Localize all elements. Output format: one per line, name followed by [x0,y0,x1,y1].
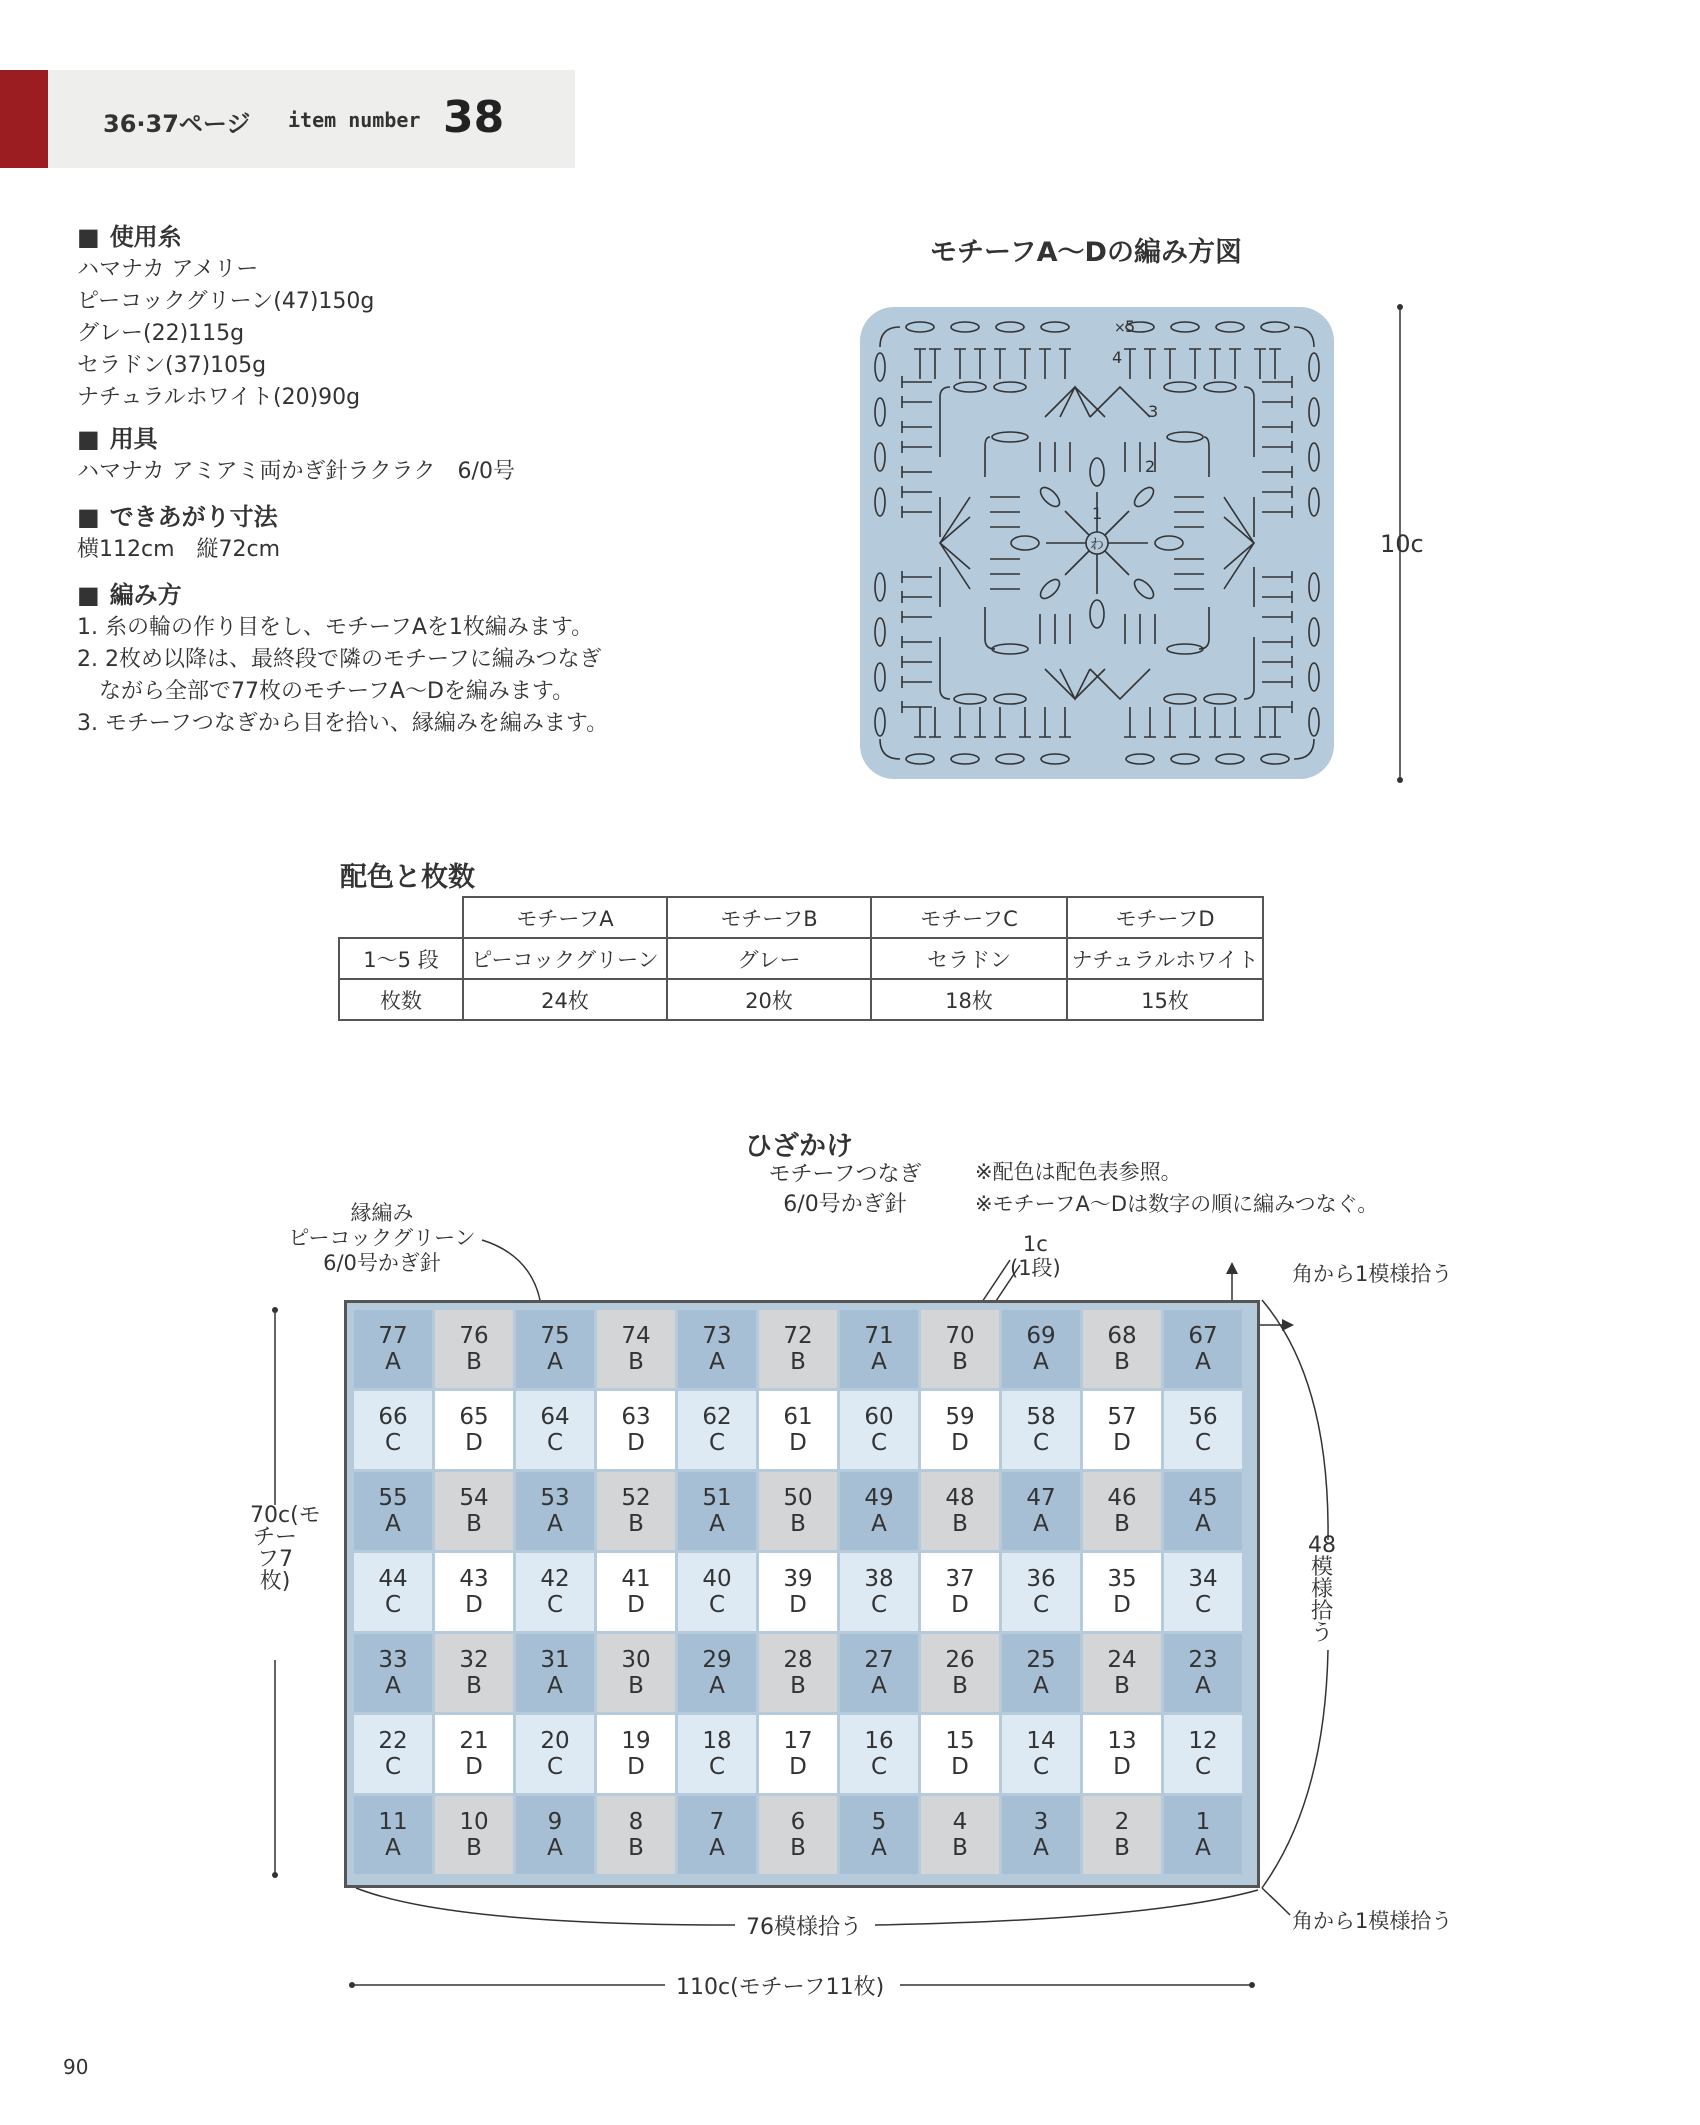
motif-cell [678,1634,756,1712]
motif-type: A [385,1835,401,1861]
motif-type: A [1033,1349,1049,1375]
motif-number: 50 [783,1485,813,1511]
motif-number: 3 [1033,1809,1049,1835]
motif-cell [354,1472,432,1550]
motif-cell [516,1796,594,1874]
motif-number: 24 [1107,1647,1137,1673]
motif-cell [921,1391,999,1469]
edge-label-line: 縁編み [350,1201,414,1225]
motif-number: 26 [945,1647,975,1673]
motif-cell [1164,1796,1242,1874]
motif-cell [1002,1310,1080,1388]
motif-type: A [385,1511,401,1537]
motif-type: D [627,1592,645,1618]
motif-type: A [709,1511,725,1537]
motif-cell [1164,1553,1242,1631]
motif-type: D [465,1430,483,1456]
motif-number: 30 [621,1647,651,1673]
table-cell: 20枚 [667,979,871,1020]
motif-type: A [547,1673,563,1699]
item-number: 38 [443,92,505,143]
motif-cell [1002,1391,1080,1469]
motif-cell [1083,1634,1161,1712]
motif-number: 14 [1026,1728,1056,1754]
table-cell: セラドン [871,938,1067,979]
table-cell: 24枚 [463,979,667,1020]
motif-type: C [546,1592,564,1618]
motif-cell [597,1472,675,1550]
blanket-subtitle-line: 6/0号かぎ針 [783,1192,907,1217]
motif-type: C [1032,1430,1050,1456]
motif-number: 39 [783,1566,813,1592]
motif-type: C [1194,1592,1212,1618]
motif-cell [678,1472,756,1550]
motif-type: D [1113,1754,1131,1780]
motif-number: 6 [790,1809,806,1835]
motif-cell [354,1310,432,1388]
motif-type: B [628,1673,644,1699]
motif-cell [597,1715,675,1793]
motif-type: C [708,1592,726,1618]
motif-cell [759,1310,837,1388]
motif-number: 52 [621,1485,651,1511]
motif-number: 60 [864,1404,894,1430]
motif-type: B [466,1673,482,1699]
motif-number: 18 [702,1728,732,1754]
motif-type: A [547,1835,563,1861]
motif-number: 76 [459,1323,489,1349]
motif-type: B [952,1673,968,1699]
motif-number: 36 [1026,1566,1056,1592]
motif-number: 75 [540,1323,570,1349]
motif-type: C [708,1430,726,1456]
motif-type: A [709,1673,725,1699]
corner-pickup-top: 角から1模様拾う [1292,1262,1453,1286]
side-pickup-label: 48模様拾う [1308,1533,1336,1646]
motif-cell [597,1310,675,1388]
motif-type: B [952,1349,968,1375]
motif-number: 56 [1188,1404,1218,1430]
motif-type: B [790,1349,806,1375]
motif-type: A [1195,1835,1211,1861]
motif-type: D [951,1754,969,1780]
motif-cell [678,1715,756,1793]
motif-cell [678,1553,756,1631]
motif-cell [1164,1472,1242,1550]
motif-cell [516,1634,594,1712]
motif-cell [516,1472,594,1550]
motif-cell [516,1715,594,1793]
motif-cell [921,1553,999,1631]
size-line: 横112cm 縦72cm [77,537,281,562]
motif-type: A [385,1673,401,1699]
motif-number: 49 [864,1485,894,1511]
item-number-label: item number [288,108,421,132]
motif-type: B [628,1511,644,1537]
motif-number: 54 [459,1485,489,1511]
motif-number: 66 [378,1404,408,1430]
table-row-label: 枚数 [339,979,463,1020]
motif-number: 63 [621,1404,651,1430]
motif-number: 32 [459,1647,489,1673]
motif-number: 46 [1107,1485,1137,1511]
motif-cell [597,1553,675,1631]
motif-type: B [1114,1349,1130,1375]
table-cell: グレー [667,938,871,979]
motif-type: B [790,1673,806,1699]
motif-cell [759,1715,837,1793]
motif-cell [597,1634,675,1712]
motif-type: B [466,1511,482,1537]
motif-number: 38 [864,1566,894,1592]
motif-layout-grid [354,1310,1242,1874]
motif-number: 45 [1188,1485,1218,1511]
motif-cell [435,1472,513,1550]
blanket-title: ひざかけ [745,1131,853,1162]
table-cell: 15枚 [1067,979,1263,1020]
border-width-line: (1段) [1010,1256,1061,1280]
motif-number: 35 [1107,1566,1137,1592]
border-width-line: 1c [1022,1232,1048,1256]
table-header-cell: モチーフD [1067,897,1263,938]
motif-type: A [547,1349,563,1375]
blanket-width-label: 110c(モチーフ11枚) [670,1970,890,2001]
yarn-line: ハマナカ アメリー [77,257,259,282]
motif-type: B [466,1835,482,1861]
motif-type: C [384,1430,402,1456]
motif-number: 16 [864,1728,894,1754]
motif-type: C [384,1592,402,1618]
motif-cell [1002,1472,1080,1550]
motif-cell [759,1796,837,1874]
motif-cell [597,1796,675,1874]
motif-cell [840,1391,918,1469]
motif-number: 51 [702,1485,732,1511]
motif-type: C [1032,1754,1050,1780]
motif-cell [678,1310,756,1388]
note-line: ※配色は配色表参照。 [975,1160,1182,1184]
motif-type: D [951,1592,969,1618]
motif-type: A [385,1349,401,1375]
motif-type: D [789,1754,807,1780]
motif-number: 8 [628,1809,644,1835]
motif-cell [1083,1796,1161,1874]
motif-type: B [1114,1673,1130,1699]
motif-type: B [1114,1835,1130,1861]
motif-number: 13 [1107,1728,1137,1754]
motif-cell [1083,1310,1161,1388]
method-line: 1. 糸の輪の作り目をし、モチーフAを1枚編みます。 [77,615,594,640]
motif-cell [1002,1715,1080,1793]
round-label: 4 [1112,348,1123,367]
motif-number: 58 [1026,1404,1056,1430]
motif-number: 31 [540,1647,570,1673]
motif-cell [435,1391,513,1469]
round-label: 2 [1145,457,1156,476]
motif-cell [354,1796,432,1874]
motif-number: 53 [540,1485,570,1511]
table-cell: ピーコックグリーン [463,938,667,979]
motif-cell [678,1391,756,1469]
motif-number: 48 [945,1485,975,1511]
page-reference: 36·37ページ [103,110,251,138]
motif-type: C [870,1430,888,1456]
tools-heading: ■ 用具 [77,422,515,456]
motif-type: C [546,1754,564,1780]
ring-label: わ [1090,537,1104,553]
motif-cell [921,1634,999,1712]
motif-number: 37 [945,1566,975,1592]
motif-number: 73 [702,1323,732,1349]
motif-type: B [628,1349,644,1375]
motif-cell [597,1391,675,1469]
motif-number: 29 [702,1647,732,1673]
motif-type: C [708,1754,726,1780]
motif-number: 44 [378,1566,408,1592]
motif-number: 47 [1026,1485,1056,1511]
motif-cell [921,1310,999,1388]
motif-cell [1083,1391,1161,1469]
motif-type: D [627,1754,645,1780]
motif-cell [759,1553,837,1631]
motif-cell [759,1391,837,1469]
motif-number: 20 [540,1728,570,1754]
table-row-label: 1〜5 段 [339,938,463,979]
motif-cell [435,1796,513,1874]
motif-type: B [628,1835,644,1861]
motif-cell [1002,1796,1080,1874]
motif-type: A [1033,1511,1049,1537]
motif-number: 22 [378,1728,408,1754]
motif-cell [921,1472,999,1550]
corner-pickup-bottom: 角から1模様拾う [1292,1909,1453,1933]
yarn-heading: ■ 使用糸 [77,220,374,254]
motif-cell [921,1796,999,1874]
motif-type: A [871,1511,887,1537]
motif-type: B [466,1349,482,1375]
motif-number: 43 [459,1566,489,1592]
motif-number: 69 [1026,1323,1056,1349]
size-heading: ■ できあがり寸法 [77,500,280,534]
motif-type: A [1033,1835,1049,1861]
motif-type: A [547,1511,563,1537]
motif-cell [921,1715,999,1793]
motif-cell [1083,1715,1161,1793]
yarn-line: グレー(22)115g [77,321,245,346]
motif-type: C [1032,1592,1050,1618]
motif-type: D [789,1592,807,1618]
edge-label-line: 6/0号かぎ針 [323,1251,441,1275]
yarn-line: ピーコックグリーン(47)150g [77,289,375,314]
blanket-height-label: 70c(モチーフ7枚) [250,1503,321,1594]
motif-number: 27 [864,1647,894,1673]
table-header-cell: モチーフB [667,897,871,938]
method-line: 2. 2枚め以降は、最終段で隣のモチーフに編みつなぎ [77,647,602,672]
motif-type: A [871,1349,887,1375]
motif-cell [840,1472,918,1550]
table-header-cell: モチーフA [463,897,667,938]
motif-number: 68 [1107,1323,1137,1349]
motif-cell [840,1796,918,1874]
motif-number: 1 [1195,1809,1211,1835]
motif-type: A [871,1673,887,1699]
motif-number: 25 [1026,1647,1056,1673]
motif-cell [516,1391,594,1469]
motif-number: 7 [709,1809,725,1835]
motif-number: 42 [540,1566,570,1592]
motif-number: 9 [547,1809,563,1835]
motif-number: 12 [1188,1728,1218,1754]
motif-cell [840,1553,918,1631]
motif-cell [435,1634,513,1712]
motif-type: B [952,1835,968,1861]
motif-type: C [384,1754,402,1780]
yarn-line: セラドン(37)105g [77,353,267,378]
motif-number: 28 [783,1647,813,1673]
motif-cell [840,1715,918,1793]
motif-cell [354,1553,432,1631]
motif-number: 77 [378,1323,408,1349]
motif-cell [1164,1310,1242,1388]
chain-x-mark: × [1114,320,1126,336]
motif-number: 70 [945,1323,975,1349]
table-cell: ナチュラルホワイト [1067,938,1263,979]
table-header-cell: モチーフC [871,897,1067,938]
motif-cell [516,1310,594,1388]
motif-type: B [952,1511,968,1537]
method-line: 3. モチーフつなぎから目を拾い、縁編みを編みます。 [77,711,609,736]
round-label: 5 [1125,317,1136,336]
motif-cell [1164,1634,1242,1712]
motif-cell [1164,1391,1242,1469]
motif-type: C [870,1592,888,1618]
motif-type: A [1195,1511,1211,1537]
motif-size-label: 10c [1380,530,1424,558]
motif-number: 41 [621,1566,651,1592]
motif-number: 21 [459,1728,489,1754]
motif-cell [1164,1715,1242,1793]
motif-number: 67 [1188,1323,1218,1349]
motif-number: 40 [702,1566,732,1592]
motif-type: A [871,1835,887,1861]
motif-number: 65 [459,1404,489,1430]
table-cell: 18枚 [871,979,1067,1020]
motif-type: C [870,1754,888,1780]
motif-cell [1083,1472,1161,1550]
motif-cell [759,1634,837,1712]
motif-cell [516,1553,594,1631]
motif-number: 74 [621,1323,651,1349]
motif-cell [759,1472,837,1550]
motif-cell [1002,1634,1080,1712]
motif-type: D [1113,1430,1131,1456]
motif-type: B [1114,1511,1130,1537]
motif-number: 4 [952,1809,968,1835]
motif-number: 11 [378,1809,408,1835]
motif-number: 61 [783,1404,813,1430]
motif-number: 34 [1188,1566,1218,1592]
motif-number: 2 [1114,1809,1130,1835]
motif-type: D [465,1754,483,1780]
motif-cell [840,1634,918,1712]
motif-type: D [627,1430,645,1456]
edge-label-line: ピーコックグリーン [288,1226,476,1250]
motif-number: 5 [871,1809,887,1835]
method-heading: ■ 編み方 [77,578,608,612]
round-label: 1 [1092,504,1103,523]
motif-type: C [1194,1430,1212,1456]
round-label: 3 [1148,402,1159,421]
motif-cell [354,1715,432,1793]
motif-number: 72 [783,1323,813,1349]
motif-number: 23 [1188,1647,1218,1673]
motif-number: 10 [459,1809,489,1835]
motif-type: A [1195,1349,1211,1375]
motif-type: D [951,1430,969,1456]
motif-cell [435,1553,513,1631]
motif-type: A [1033,1673,1049,1699]
motif-cell [354,1634,432,1712]
motif-type: C [1194,1754,1212,1780]
motif-cell [354,1391,432,1469]
tools-line: ハマナカ アミアミ両かぎ針ラクラク 6/0号 [77,459,515,484]
motif-type: A [709,1835,725,1861]
page-number: 90 [63,2055,89,2079]
motif-number: 64 [540,1404,570,1430]
motif-type: A [1195,1673,1211,1699]
motif-type: D [1113,1592,1131,1618]
motif-type: D [789,1430,807,1456]
motif-cell [435,1310,513,1388]
blanket-subtitle-line: モチーフつなぎ [768,1162,922,1187]
motif-cell [678,1796,756,1874]
motif-number: 15 [945,1728,975,1754]
motif-number: 62 [702,1404,732,1430]
motif-diagram-title: モチーフA〜Dの編み方図 [930,237,1242,268]
yarn-line: ナチュラルホワイト(20)90g [77,385,361,410]
motif-type: B [790,1835,806,1861]
motif-number: 57 [1107,1404,1137,1430]
motif-type: C [546,1430,564,1456]
method-line: ながら全部で77枚のモチーフA〜Dを編みます。 [77,679,575,704]
motif-cell [1083,1553,1161,1631]
motif-number: 71 [864,1323,894,1349]
bottom-pickup-label: 76模様拾う [740,1910,868,1941]
motif-cell [435,1715,513,1793]
note-line: ※モチーフA〜Dは数字の順に編みつなぐ。 [975,1192,1379,1216]
motif-number: 55 [378,1485,408,1511]
motif-type: B [790,1511,806,1537]
motif-number: 19 [621,1728,651,1754]
motif-cell [1002,1553,1080,1631]
color-table-title: 配色と枚数 [340,862,475,893]
motif-cell [840,1310,918,1388]
motif-number: 33 [378,1647,408,1673]
motif-number: 59 [945,1404,975,1430]
motif-number: 17 [783,1728,813,1754]
motif-type: D [465,1592,483,1618]
motif-type: A [709,1349,725,1375]
